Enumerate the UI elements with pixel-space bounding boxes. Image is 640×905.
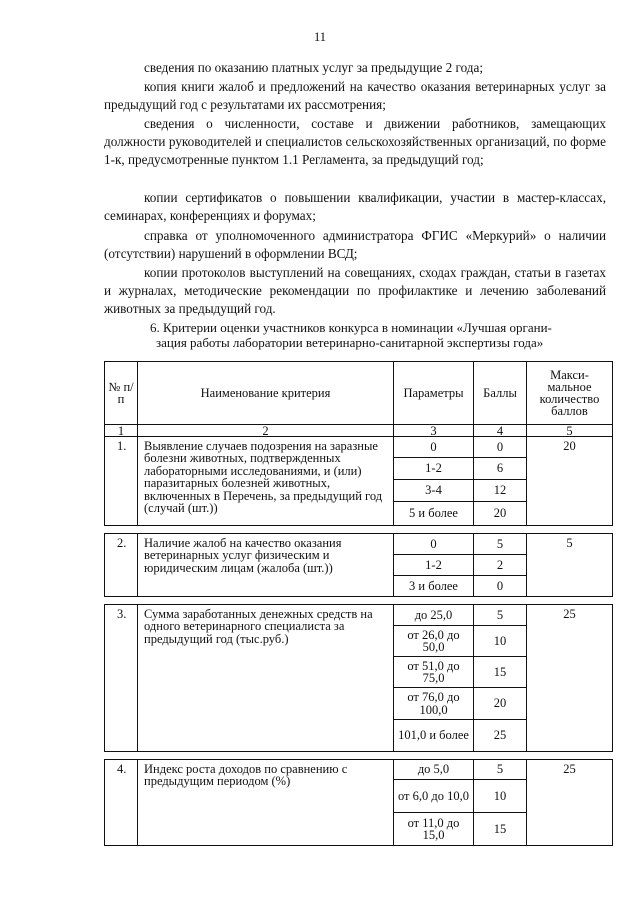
criterion-4-param: от 11,0 до 15,0 <box>394 813 474 846</box>
criterion-4-name: Индекс роста доходов по сравнению с предыдущим периодом (%) <box>138 760 394 846</box>
criterion-3-param: до 25,0 <box>394 605 474 626</box>
criterion-2-name: Наличие жалоб на качество оказания ветеринарных услуг физическим и юридическим лицам (жалоба (шт.)) <box>138 534 394 597</box>
criterion-1-param: 0 <box>394 437 474 458</box>
table-caption-line1: 6. Критерии оценки участников конкурса в номинации «Лучшая органи- <box>150 320 552 335</box>
criterion-4-num: 4. <box>105 760 138 846</box>
criterion-3-points: 25 <box>474 720 527 752</box>
criterion-1-param: 5 и более <box>394 502 474 526</box>
page-number: 11 <box>313 30 327 44</box>
criterion-2-num: 2. <box>105 534 138 597</box>
criterion-1-param: 3-4 <box>394 480 474 502</box>
criterion-4-points: 5 <box>474 760 527 780</box>
header-num: № п/п <box>105 362 138 425</box>
criterion-2-points: 0 <box>474 576 527 597</box>
table-caption <box>150 321 600 350</box>
criterion-3-points: 20 <box>474 688 527 720</box>
paragraph-certificates: копии сертификатов о повышении квалификации, участии в мастер-классах, семинарах, конференциях и форумах; <box>104 190 606 224</box>
criterion-1-param: 1-2 <box>394 458 474 480</box>
criterion-2-points: 5 <box>474 534 527 555</box>
criterion-1-points: 12 <box>474 480 527 502</box>
criterion-3-param: от 76,0 до 100,0 <box>394 688 474 720</box>
criterion-2-param: 0 <box>394 534 474 555</box>
header-points: Баллы <box>474 362 527 425</box>
criterion-1-max: 20 <box>527 437 613 526</box>
criterion-3-points: 5 <box>474 605 527 626</box>
criterion-4-param: от 6,0 до 10,0 <box>394 780 474 813</box>
criterion-2-param: 3 и более <box>394 576 474 597</box>
criterion-4-param: до 5,0 <box>394 760 474 780</box>
col-index-1: 1 <box>105 425 138 437</box>
criterion-3-points: 15 <box>474 657 527 688</box>
criterion-2-param: 1-2 <box>394 555 474 576</box>
col-index-2: 2 <box>138 425 394 437</box>
criterion-4-points: 15 <box>474 813 527 846</box>
header-max: Макси-мальное количество баллов <box>527 362 613 425</box>
paragraph-complaints-book: копия книги жалоб и предложений на качество оказания ветеринарных услуг за предыдущий год с результатами их рассмотрения; <box>104 79 606 113</box>
criterion-1-num: 1. <box>105 437 138 526</box>
col-index-3: 3 <box>394 425 474 437</box>
paragraph-protocols: копии протоколов выступлений на совещаниях, сходах граждан, статьи в газетах и журналах, методические рекомендации по профилактике и лечению заболеваний животных за предыдущий год. <box>104 265 606 317</box>
criteria-table <box>104 361 613 846</box>
table-caption-line2: зация работы лаборатории ветеринарно-санитарной экспертизы года» <box>156 334 544 350</box>
paragraph-mercury-reference: справка от уполномоченного администратора ФГИС «Меркурий» о наличии (отсутствии) нарушений в оформлении ВСД; <box>104 228 606 262</box>
table-row <box>105 605 613 626</box>
criterion-2-max: 5 <box>527 534 613 597</box>
criterion-1-points: 6 <box>474 458 527 480</box>
col-index-4: 4 <box>474 425 527 437</box>
criterion-4-max: 25 <box>527 760 613 846</box>
criterion-3-points: 10 <box>474 626 527 657</box>
criterion-3-num: 3. <box>105 605 138 752</box>
table-row <box>105 760 613 780</box>
criterion-3-param: 101,0 и более <box>394 720 474 752</box>
header-name: Наименование критерия <box>138 362 394 425</box>
header-params: Параметры <box>394 362 474 425</box>
criterion-2-points: 2 <box>474 555 527 576</box>
criterion-3-param: от 51,0 до 75,0 <box>394 657 474 688</box>
column-index-row <box>105 425 613 437</box>
criterion-4-points: 10 <box>474 780 527 813</box>
criterion-1-points: 20 <box>474 502 527 526</box>
col-index-5: 5 <box>527 425 613 437</box>
table-row <box>105 534 613 555</box>
criterion-1-name: Выявление случаев подозрения на заразные болезни животных, подтвержденных лабораторными исследованиями, и (или) паразитарных болезней животных, включенных в Перечень, за предыдущий год (случай (шт.)) <box>138 437 394 526</box>
table-row <box>105 437 613 458</box>
criterion-3-param: от 26,0 до 50,0 <box>394 626 474 657</box>
criterion-3-max: 25 <box>527 605 613 752</box>
criterion-1-points: 0 <box>474 437 527 458</box>
paragraph-staff-info: сведения о численности, составе и движении работников, замещающих должности руководителей и специалистов сельскохозяйственных организаций, по форме 1-к, предусмотренные пунктом 1.1 Регламента, за предыдущий год; <box>104 116 606 168</box>
criterion-3-name: Сумма заработанных денежных средств на одного ветеринарного специалиста за предыдущий год (тыс.руб.) <box>138 605 394 752</box>
paragraph-paid-services: сведения по оказанию платных услуг за предыдущие 2 года; <box>144 60 484 75</box>
